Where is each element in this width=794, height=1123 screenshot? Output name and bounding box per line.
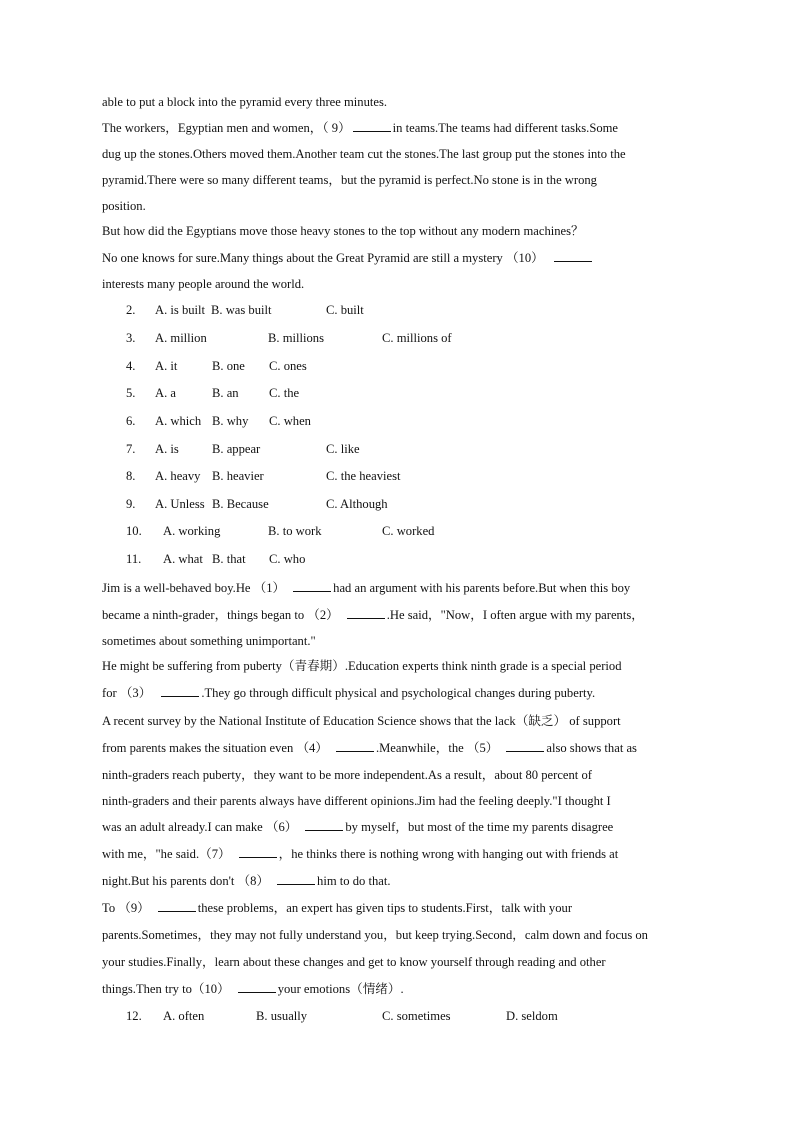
text: things.Then try to（10） <box>102 982 230 996</box>
passage1-line-3 <box>102 144 626 164</box>
question-number: 9. <box>126 497 136 511</box>
option-b[interactable]: B. heavier <box>212 469 264 483</box>
option-a[interactable]: A. million <box>155 331 207 345</box>
blank-10[interactable] <box>238 981 276 993</box>
text: these problems，an expert has given tips to students.First，talk with your <box>197 901 573 915</box>
passage1-line-6 <box>102 221 584 241</box>
blank-10[interactable] <box>554 250 592 262</box>
option-c[interactable]: C. built <box>326 303 364 317</box>
text: able to put a block into the pyramid every three minutes. <box>102 95 388 109</box>
blank-7[interactable] <box>239 846 277 858</box>
option-a[interactable]: A. it <box>155 359 178 373</box>
blank-9[interactable] <box>353 120 391 132</box>
option-b[interactable]: B. to work <box>268 524 322 538</box>
question-number: 6. <box>126 414 136 428</box>
text: had an argument with his parents before.But when this boy <box>333 581 631 595</box>
option-c[interactable]: C. sometimes <box>382 1009 451 1023</box>
text: Jim is a well-behaved boy.He （1） <box>102 581 286 595</box>
option-b[interactable]: B. Because <box>212 497 269 511</box>
passage1-line-2 <box>102 118 618 138</box>
question-number: 8. <box>126 469 136 483</box>
passage1-line-8 <box>102 274 304 294</box>
text: interests many people around the world. <box>102 277 305 291</box>
text: was an adult already.I can make （6） <box>102 820 298 834</box>
text: ，he thinks there is nothing wrong with hanging out with friends at <box>278 847 619 861</box>
text: your studies.Finally，learn about these changes and get to know yourself through reading and other <box>102 955 606 969</box>
passage2-line-3 <box>102 631 316 651</box>
option-b[interactable]: B. millions <box>268 331 324 345</box>
text: No one knows for sure.Many things about the Great Pyramid are still a mystery （10） <box>102 251 544 265</box>
text: became a ninth-grader，things began to （2） <box>102 608 339 622</box>
question-number: 3. <box>126 331 136 345</box>
option-b[interactable]: B. usually <box>256 1009 308 1023</box>
option-a[interactable]: A. is <box>155 442 179 456</box>
option-a[interactable]: A. Unless <box>155 497 205 511</box>
passage2-line-7 <box>102 738 637 758</box>
text: .He said，"Now，I often argue with my parents， <box>386 608 644 622</box>
blank-2[interactable] <box>347 607 385 619</box>
option-c[interactable]: C. when <box>269 414 311 428</box>
question-number: 11. <box>126 552 142 566</box>
passage1-line-1 <box>102 92 387 112</box>
passage2-line-5 <box>102 683 595 703</box>
passage2-line-11 <box>102 844 618 864</box>
blank-4[interactable] <box>336 740 374 752</box>
passage2-line-10 <box>102 817 613 837</box>
passage2-line-6 <box>102 711 621 731</box>
option-c[interactable]: C. like <box>326 442 360 456</box>
blank-8[interactable] <box>277 873 315 885</box>
option-b[interactable]: B. one <box>212 359 245 373</box>
passage1-line-5 <box>102 196 146 216</box>
option-a[interactable]: A. a <box>155 386 176 400</box>
passage2-line-14 <box>102 925 648 945</box>
text: .They go through difficult physical and psychological changes during puberty. <box>201 686 596 700</box>
text: But how did the Egyptians move those heavy stones to the top without any modern machines？ <box>102 224 584 238</box>
text: The workers，Egyptian men and women，（ 9） <box>102 121 351 135</box>
passage2-line-16 <box>102 979 404 999</box>
question-number: 10. <box>126 524 142 538</box>
text: ninth-graders reach puberty，they want to be more independent.As a result，about 80 percent of <box>102 768 592 782</box>
blank-3[interactable] <box>161 685 199 697</box>
option-b[interactable]: B. an <box>212 386 239 400</box>
text: pyramid.There were so many different teams，but the pyramid is perfect.No stone is in the wrong <box>102 173 597 187</box>
passage1-line-7 <box>102 248 594 268</box>
passage2-line-2 <box>102 605 644 625</box>
text: He might be suffering from puberty（青春期）.Education experts think ninth grade is a special period <box>102 659 622 673</box>
option-c[interactable]: C. Although <box>326 497 388 511</box>
text: night.But his parents don't （8） <box>102 874 270 888</box>
option-c[interactable]: C. the <box>269 386 300 400</box>
passage2-line-8 <box>102 765 592 785</box>
question-number: 7. <box>126 442 136 456</box>
text: in teams.The teams had different tasks.Some <box>392 121 619 135</box>
text: To （9） <box>102 901 150 915</box>
passage2-line-9 <box>102 791 611 811</box>
blank-1[interactable] <box>293 580 331 592</box>
option-a[interactable]: A. what <box>163 552 203 566</box>
text: parents.Sometimes，they may not fully understand you，but keep trying.Second，calm down and focus on <box>102 928 648 942</box>
option-b[interactable]: B. appear <box>212 442 261 456</box>
question-number: 5. <box>126 386 136 400</box>
text: position. <box>102 199 146 213</box>
text: dug up the stones.Others moved them.Another team cut the stones.The last group put the stones into the <box>102 147 626 161</box>
text: .Meanwhile，the （5） <box>375 741 499 755</box>
passage2-line-13 <box>102 898 572 918</box>
passage2-line-4 <box>102 656 622 676</box>
option-c[interactable]: C. who <box>269 552 306 566</box>
text: ninth-graders and their parents always have different opinions.Jim had the feeling deeply."I thought I <box>102 794 611 808</box>
option-b[interactable]: B. that <box>212 552 246 566</box>
text: him to do that. <box>317 874 391 888</box>
question-number: 2. <box>126 303 136 317</box>
text: with me，"he said.（7） <box>102 847 231 861</box>
blank-9[interactable] <box>158 900 196 912</box>
passage2-line-1 <box>102 578 630 598</box>
text: A recent survey by the National Institute of Education Science shows that the lack（缺乏） of support <box>102 714 621 728</box>
option-c[interactable]: C. the heaviest <box>326 469 401 483</box>
option-a[interactable]: A. often <box>163 1009 205 1023</box>
text: sometimes about something unimportant." <box>102 634 316 648</box>
option-b[interactable]: B. why <box>212 414 249 428</box>
question-number: 4. <box>126 359 136 373</box>
text: your emotions（情绪）. <box>277 982 404 996</box>
text: also shows that as <box>546 741 637 755</box>
option-b[interactable]: B. was built <box>211 303 272 317</box>
text: by myself，but most of the time my parents disagree <box>345 820 614 834</box>
question-number: 12. <box>126 1009 142 1023</box>
option-a[interactable]: A. is built <box>155 303 206 317</box>
option-c[interactable]: C. ones <box>269 359 307 373</box>
blank-6[interactable] <box>305 819 343 831</box>
option-c[interactable]: C. millions of <box>382 331 452 345</box>
option-a[interactable]: A. heavy <box>155 469 201 483</box>
passage2-line-12 <box>102 871 391 891</box>
text: from parents makes the situation even （4） <box>102 741 328 755</box>
option-a[interactable]: A. working <box>163 524 221 538</box>
text: for （3） <box>102 686 152 700</box>
passage1-line-4 <box>102 170 597 190</box>
option-d[interactable]: D. seldom <box>506 1009 558 1023</box>
passage2-line-15 <box>102 952 606 972</box>
option-c[interactable]: C. worked <box>382 524 435 538</box>
blank-5[interactable] <box>506 740 544 752</box>
option-a[interactable]: A. which <box>155 414 202 428</box>
